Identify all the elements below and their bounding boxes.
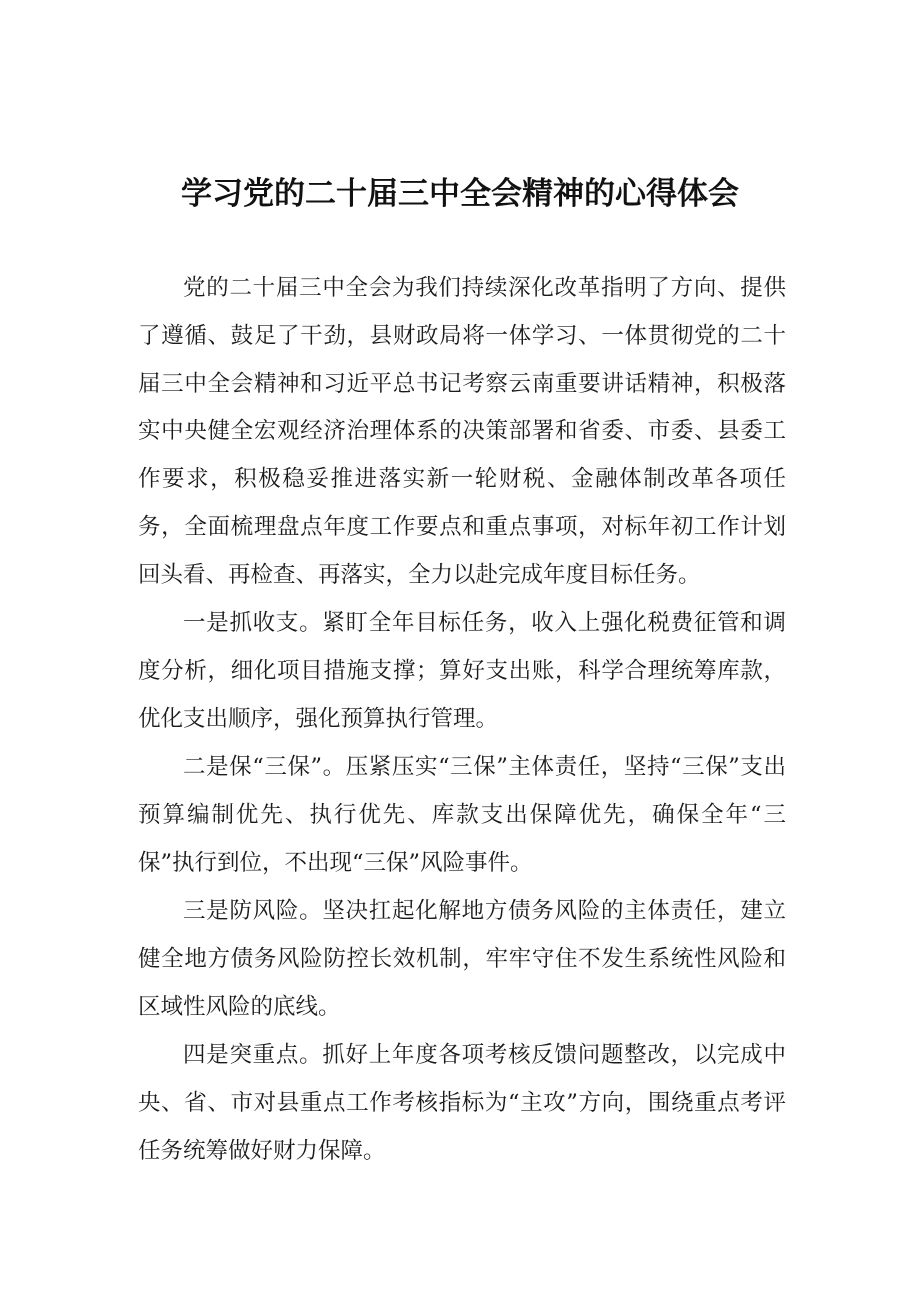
- paragraph-key-points: 四是突重点。抓好上年度各项考核反馈问题整改，以完成中央、省、市对县重点工作考核指标为“主攻”方向，围绕重点考评任务统筹做好财力保障。: [138, 1042, 786, 1164]
- paragraph-revenue-expenditure: 一是抓收支。紧盯全年目标任务，收入上强化税费征管和调度分析，细化项目措施支撑；算好支出账，科学合理统筹库款，优化支出顺序，强化预算执行管理。: [138, 610, 786, 732]
- document-title: 学习党的二十届三中全会精神的心得体会: [181, 176, 739, 212]
- paragraph-three-guarantees: 二是保“三保”。压紧压实“三保”主体责任，坚持“三保”支出预算编制优先、执行优先、库款支出保障优先，确保全年“三保”执行到位，不出现“三保”风险事件。: [138, 754, 786, 876]
- paragraph-intro: 党的二十届三中全会为我们持续深化改革指明了方向、提供了遵循、鼓足了干劲，县财政局将一体学习、一体贯彻党的二十届三中全会精神和习近平总书记考察云南重要讲话精神，积极落实中央健全宏观经济治理体系的决策部署和省委、市委、县委工作要求，积极稳妥推进落实新一轮财税、金融体制改革各项任务，全面梳理盘点年度工作要点和重点事项，对标年初工作计划回头看、再检查、再落实，全力以赴完成年度目标任务。: [138, 275, 786, 588]
- paragraph-risk-prevention: 三是防风险。坚决扛起化解地方债务风险的主体责任，建立健全地方债务风险防控长效机制，牢牢守住不发生系统性风险和区域性风险的底线。: [138, 898, 786, 1020]
